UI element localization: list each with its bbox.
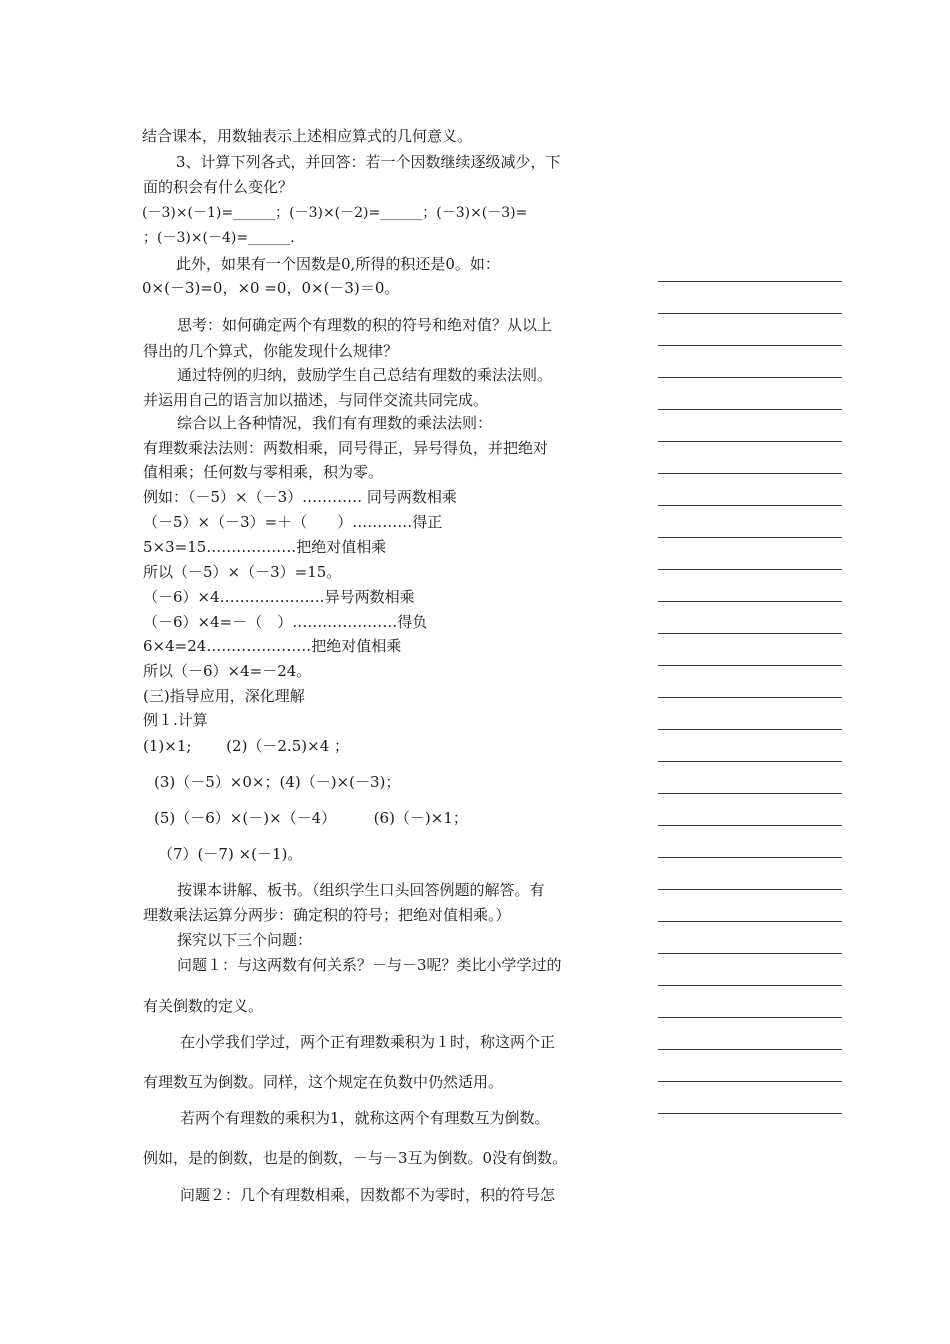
text-line: 综合以上各种情况，我们有有理数的乘法法则： [177, 414, 493, 432]
text-line: 面的积会有什么变化？ [143, 178, 294, 196]
text-line: ；(－3)×(－4)=______. [143, 230, 295, 246]
text-line: 通过特例的归纳，鼓励学生自己总结有理数的乘法法则。 [177, 366, 553, 384]
note-rule [658, 665, 842, 666]
note-rule [658, 729, 842, 730]
note-rule [658, 409, 842, 410]
note-rule [658, 1017, 842, 1018]
text-line: 在小学我们学过，两个正有理数乘积为１时，称这两个正 [180, 1033, 556, 1051]
text-line: 思考：如何确定两个有理数的积的符号和绝对值？从以上 [177, 316, 553, 334]
note-rule [658, 1081, 842, 1082]
text-line: 例如，是的倒数，也是的倒数，－与－3互为倒数。0没有倒数。 [143, 1149, 568, 1167]
text-line: 此外，如果有一个因数是0,所得的积还是0。如： [176, 255, 500, 273]
note-rule [658, 889, 842, 890]
text-line: (1)×1; (2)（－2.5)×4 ； [143, 737, 350, 755]
note-rule [658, 697, 842, 698]
text-line: 有理数乘法法则：两数相乘，同号得正，异号得负，并把绝对 [143, 439, 549, 457]
note-rule [658, 761, 842, 762]
note-rule [658, 921, 842, 922]
text-line: （－5）×（－3）=＋（ ）…………得正 [143, 513, 443, 531]
text-line: 有理数互为倒数。同样，这个规定在负数中仍然适用。 [143, 1073, 504, 1091]
note-rule [658, 377, 842, 378]
text-line: (－3)×(－1)=______；(－3)×(－2)=______；(－3)×(－3)= [142, 205, 528, 221]
text-line: (三)指导应用，深化理解 [143, 687, 305, 705]
note-rule [658, 953, 842, 954]
note-rule [658, 985, 842, 986]
text-line: 值相乘；任何数与零相乘，积为零。 [143, 463, 384, 481]
note-rule [658, 441, 842, 442]
text-line: 所以（－6）×4=－24。 [143, 662, 312, 680]
note-rule [658, 825, 842, 826]
note-rule [658, 569, 842, 570]
text-line: 0×(－3)=0，×0 =0，0×(－3)＝0。 [142, 279, 400, 297]
text-line: (3)（－5）×0×；(4)（－)×(－3)； [154, 773, 401, 791]
text-line: 结合课本，用数轴表示上述相应算式的几何意义。 [142, 127, 473, 145]
note-rule [658, 793, 842, 794]
text-line: 问题１：与这两数有何关系？－与－3呢？类比小学学过的 [177, 956, 562, 974]
note-rule [658, 633, 842, 634]
note-rule [658, 601, 842, 602]
note-rule [658, 1113, 842, 1114]
text-line: 有关倒数的定义。 [143, 997, 264, 1015]
text-line: 3、计算下列各式，并回答：若一个因数继续逐级减少，下 [176, 153, 561, 171]
note-rule [658, 537, 842, 538]
text-line: （－6）×4=－（ ）…………………得负 [143, 613, 428, 631]
text-line: (5)（－6）×(－)×（－4） (6)（－)×1； [154, 809, 468, 827]
text-line: （－6）×4…………………异号两数相乘 [143, 588, 415, 606]
text-line: 理数乘法运算分两步：确定积的符号；把绝对值相乘。） [143, 906, 511, 924]
note-rule [658, 505, 842, 506]
text-line: 探究以下三个问题： [177, 931, 313, 949]
text-line: 若两个有理数的乘积为1，就称这两个有理数互为倒数。 [180, 1109, 550, 1127]
text-line: （7）(－7) ×(－1)。 [158, 845, 303, 863]
text-line: 得出的几个算式，你能发现什么规律？ [143, 342, 399, 360]
text-line: 问题２：几个有理数相乘，因数都不为零时，积的符号怎 [180, 1186, 556, 1204]
text-line: 5×3=15………………把绝对值相乘 [143, 538, 387, 556]
note-rule [658, 1049, 842, 1050]
text-line: 6×4=24…………………把绝对值相乘 [143, 637, 402, 655]
note-rule [658, 857, 842, 858]
note-rule [658, 281, 842, 282]
text-line: 例如：（－5）×（－3）………… 同号两数相乘 [143, 488, 457, 506]
note-rule [658, 313, 842, 314]
note-rule [658, 345, 842, 346]
text-line: 按课本讲解、板书。（组织学生口头回答例题的解答。有 [177, 881, 545, 899]
text-line: 例１.计算 [143, 711, 208, 729]
text-line: 所以（－5）×（－3）=15。 [143, 563, 342, 581]
text-line: 并运用自己的语言加以描述，与同伴交流共同完成。 [143, 391, 489, 409]
note-rule [658, 473, 842, 474]
